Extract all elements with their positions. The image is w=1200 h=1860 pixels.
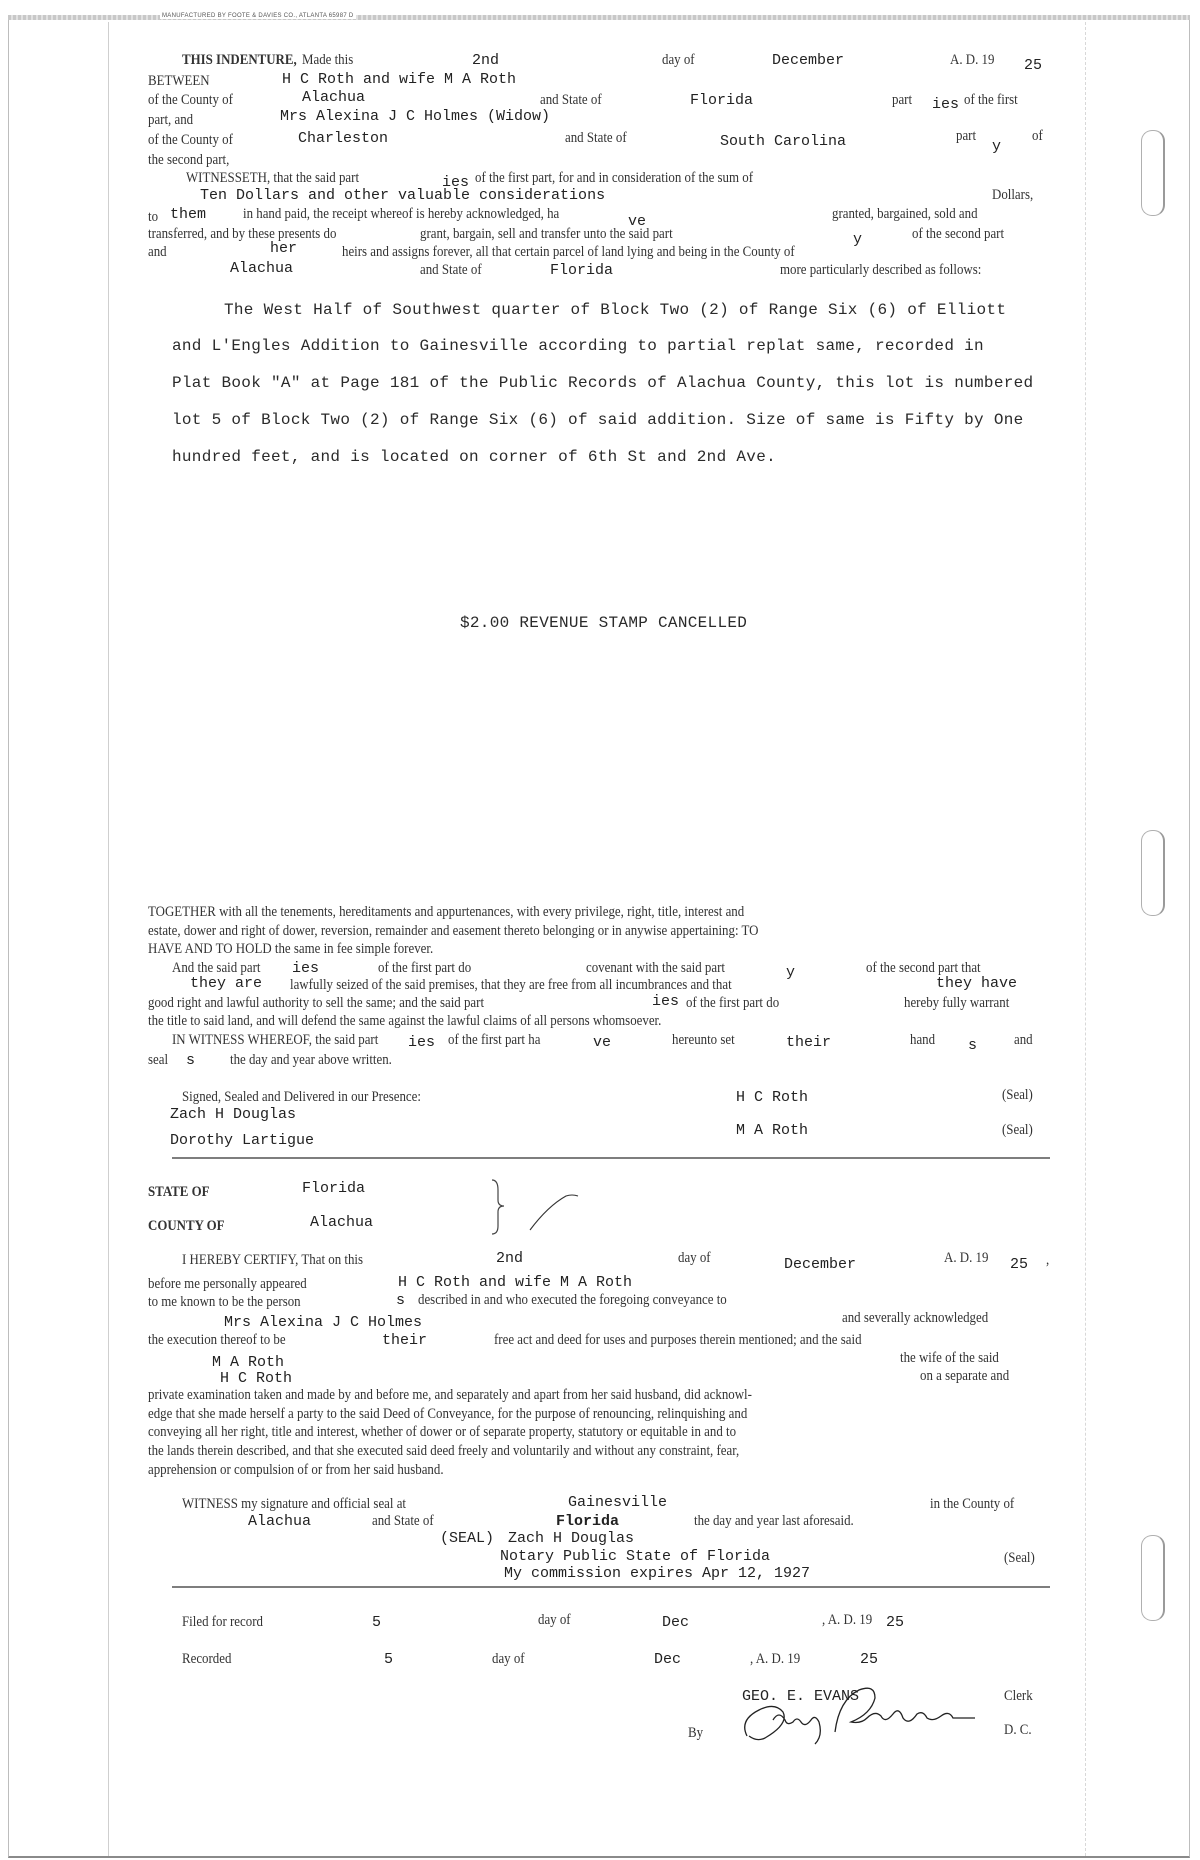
grantors-value: H C Roth and wife M A Roth <box>398 1274 633 1291</box>
grantee-value: Mrs Alexina J C Holmes (Widow) <box>280 108 551 125</box>
made-this-label: Made this <box>302 52 354 68</box>
county-label: of the County of <box>148 132 233 148</box>
of-the-first-label: of the first <box>964 92 1018 108</box>
covenant-text: of the second part that <box>866 960 981 976</box>
to-whom-value: them <box>170 206 207 223</box>
county-label: of the County of <box>148 92 233 108</box>
right-typed: they have <box>936 975 1018 992</box>
covenant-text: covenant with the said part <box>586 960 725 976</box>
part-suffix: ies <box>442 174 470 191</box>
filed-label: Filed for record <box>182 1614 263 1630</box>
notary-witness-text: and State of <box>372 1513 434 1529</box>
filed-month: Dec <box>662 1614 690 1631</box>
part-suffix: s <box>396 1292 406 1309</box>
state-value: South Carolina <box>720 133 847 150</box>
state-label: and State of <box>540 92 602 108</box>
notary-seal-mark: (SEAL) <box>440 1530 495 1547</box>
day-value: 2nd <box>472 52 500 69</box>
covenant-text: hereby fully warrant <box>904 995 1010 1011</box>
testimonium-text: hereunto set <box>672 1032 735 1048</box>
notary-title: Notary Public State of Florida <box>500 1548 771 1565</box>
county-of-label: COUNTY OF <box>148 1218 225 1234</box>
notary-witness-text: the day and year last aforesaid. <box>694 1513 854 1529</box>
dollars-label: Dollars, <box>992 187 1034 203</box>
part-and-label: part, and <box>148 112 194 128</box>
consideration-value: Ten Dollars and other valuable considerations <box>200 187 606 204</box>
county-value: Alachua <box>310 1214 374 1231</box>
certify-text: to me known to be the person <box>148 1294 301 1310</box>
signed-sealed-label: Signed, Sealed and Delivered in our Presence: <box>182 1089 421 1105</box>
certify-text: day of <box>678 1250 711 1266</box>
seal-label: (Seal) <box>1002 1087 1033 1103</box>
notary-witness-text: WITNESS my signature and official seal at <box>182 1496 407 1512</box>
covenant-text: of the first part do <box>686 995 780 1011</box>
witnesseth-text: WITNESSETH, that the said part <box>186 170 360 186</box>
recorded-year: 25 <box>860 1651 879 1668</box>
section-divider <box>172 1586 1050 1588</box>
covenant-text: lawfully seized of the said premises, that they are free from all incumbrances and that <box>290 977 732 993</box>
certify-text: and severally acknowledged <box>842 1310 989 1326</box>
witnesseth-text: in hand paid, the receipt whereof is hereby acknowledged, ha <box>243 206 560 222</box>
part-label: part <box>956 128 977 144</box>
certify-text: the wife of the said <box>900 1350 999 1366</box>
part-suffix: ies <box>292 960 320 977</box>
part-suffix: y <box>853 231 863 248</box>
habendum-text: HAVE AND TO HOLD the same in fee simple forever. <box>148 941 434 957</box>
testimonium-text: hand <box>910 1032 936 1048</box>
part-suffix: ies <box>408 1034 436 1051</box>
filed-day: 5 <box>372 1614 382 1631</box>
punch-hole-icon <box>1141 830 1165 916</box>
part-suffix: ies <box>932 96 960 113</box>
witnesseth-text: granted, bargained, sold and <box>832 206 978 222</box>
revenue-stamp-note: $2.00 REVENUE STAMP CANCELLED <box>460 614 748 632</box>
witnesseth-text: and <box>148 244 167 260</box>
grantee-value: Mrs Alexina J C Holmes <box>224 1314 423 1331</box>
certify-text: the lands therein described, and that she executed said deed freely and voluntarily and without any constraint, fear, <box>148 1443 740 1459</box>
punch-hole-icon <box>1141 130 1165 216</box>
certify-text: apprehension or compulsion of or from her said husband. <box>148 1462 444 1478</box>
witnesseth-text: grant, bargain, sell and transfer unto the said part <box>420 226 673 242</box>
habendum-text: estate, dower and right of dower, reversion, remainder and easement thereto belonging or in anywise appertaining: TO <box>148 923 759 939</box>
legal-description-line: lot 5 of Block Two (2) of Range Six (6) of said addition. Size of same is Fifty by One <box>172 411 1024 429</box>
state-of-label: STATE OF <box>148 1184 210 1200</box>
part-suffix: ies <box>652 993 680 1010</box>
second-part-label: the second part, <box>148 152 230 168</box>
legal-description-line: hundred feet, and is located on corner of 6th St and 2nd Ave. <box>172 448 776 466</box>
part-suffix: s <box>186 1052 196 1069</box>
husband-name: H C Roth <box>220 1370 293 1387</box>
covenant-text: good right and lawful authority to sell the same; and the said part <box>148 995 485 1011</box>
state-label: and State of <box>420 262 482 278</box>
certify-text: private examination taken and made by and before me, and separately and apart from her said husband, did acknowl- <box>148 1387 752 1403</box>
day-of-label: day of <box>662 52 695 68</box>
witness-name: Zach H Douglas <box>170 1106 297 1123</box>
certify-text: the execution thereof to be <box>148 1332 286 1348</box>
seal-label: (Seal) <box>1004 1550 1035 1566</box>
testimonium-text: and <box>1014 1032 1033 1048</box>
certify-text: A. D. 19 <box>944 1250 989 1266</box>
month-value: December <box>784 1256 857 1273</box>
certify-text: edge that she made herself a party to the said Deed of Conveyance, for the purpose of renouncing, relinquishing and <box>148 1406 748 1422</box>
of-label: of <box>1032 128 1043 144</box>
part-suffix: ve <box>593 1034 612 1051</box>
state-value: Florida <box>556 1513 620 1530</box>
wife-name: M A Roth <box>212 1354 285 1371</box>
certify-text: conveying all her right, title and interest, whether of dower or of separate property, statutory or equitable in and to <box>148 1424 737 1440</box>
state-value: Florida <box>302 1180 366 1197</box>
county-value: Alachua <box>248 1513 312 1530</box>
state-value: Florida <box>690 92 754 109</box>
witnesseth-text: of the second part <box>912 226 1005 242</box>
by-label: By <box>688 1725 704 1741</box>
left-margin-line <box>108 22 109 1856</box>
certify-text: described in and who executed the foregoing conveyance to <box>418 1292 727 1308</box>
witnesseth-text: more particularly described as follows: <box>780 262 982 278</box>
recorded-day: 5 <box>384 1651 394 1668</box>
year-value: 25 <box>1024 57 1043 74</box>
seized-typed: they are <box>190 975 263 992</box>
filed-day-of: day of <box>538 1612 571 1628</box>
legal-description-line: The West Half of Southwest quarter of Block Two (2) of Range Six (6) of Elliott <box>224 301 1007 319</box>
part-suffix: y <box>786 964 796 981</box>
recorded-label: Recorded <box>182 1651 232 1667</box>
seal-label: (Seal) <box>1002 1122 1033 1138</box>
certify-text: , <box>1046 1252 1050 1268</box>
right-margin-line <box>1085 22 1086 1856</box>
indenture-lead: THIS INDENTURE, <box>182 52 297 68</box>
their-typed: their <box>786 1034 832 1051</box>
testimonium-text: the day and year above written. <box>230 1052 392 1068</box>
notary-name: Zach H Douglas <box>508 1530 635 1547</box>
year-value: 25 <box>1010 1256 1029 1273</box>
witnesseth-text: transferred, and by these presents do <box>148 226 337 242</box>
certify-text: free act and deed for uses and purposes therein mentioned; and the said <box>494 1332 862 1348</box>
recorded-month: Dec <box>654 1651 682 1668</box>
heirs-of-value: her <box>270 240 298 257</box>
covenant-text: the title to said land, and will defend the same against the lawful claims of all persons whomsoever. <box>148 1013 662 1029</box>
certify-text: I HEREBY CERTIFY, That on this <box>182 1252 364 1268</box>
testimonium-text: IN WITNESS WHEREOF, the said part <box>172 1032 379 1048</box>
clerk-label: Clerk <box>1004 1688 1033 1704</box>
deputy-clerk-signature <box>735 1680 1005 1750</box>
recorded-day-of: day of <box>492 1651 525 1667</box>
manufacturer-imprint: MANUFACTURED BY FOOTE & DAVIES CO., ATLANTA 65987 D <box>162 13 354 19</box>
part-label: part <box>892 92 913 108</box>
testimonium-text: seal <box>148 1052 169 1068</box>
county-value: Alachua <box>230 260 294 277</box>
testimonium-text: of the first part ha <box>448 1032 541 1048</box>
witnesseth-text: heirs and assigns forever, all that certain parcel of land lying and being in the County of <box>342 244 795 260</box>
clerk-name: GEO. E. EVANS <box>742 1688 860 1705</box>
certify-text: before me personally appeared <box>148 1276 307 1292</box>
month-value: December <box>772 52 845 69</box>
commission-expiry: My commission expires Apr 12, 1927 <box>504 1565 811 1582</box>
covenant-text: of the first part do <box>378 960 472 976</box>
part-suffix: y <box>992 138 1002 155</box>
witnesseth-text: of the first part, for and in consideration of the sum of <box>475 170 753 186</box>
day-value: 2nd <box>496 1250 524 1267</box>
covenant-text: And the said part <box>172 960 261 976</box>
punch-hole-icon <box>1141 1535 1165 1621</box>
filed-ad: , A. D. 19 <box>822 1612 873 1628</box>
state-value: Florida <box>550 262 614 279</box>
grantor-signature: H C Roth <box>736 1089 809 1106</box>
between-label: BETWEEN <box>148 73 210 89</box>
ad-label: A. D. 19 <box>950 52 995 68</box>
legal-description-line: Plat Book "A" at Page 181 of the Public Records of Alachua County, this lot is numbered <box>172 374 1034 392</box>
witness-name: Dorothy Lartigue <box>170 1132 315 1149</box>
notary-witness-text: in the County of <box>930 1496 1015 1512</box>
part-suffix: s <box>968 1037 978 1054</box>
legal-description-line: and L'Engles Addition to Gainesville according to partial replat same, recorded in <box>172 337 984 355</box>
brace-check-mark <box>488 1178 598 1238</box>
witnesseth-text: to <box>148 209 159 225</box>
state-label: and State of <box>565 130 627 146</box>
city-value: Gainesville <box>568 1494 668 1511</box>
county-value: Charleston <box>298 130 389 147</box>
grantor-signature: M A Roth <box>736 1122 809 1139</box>
habendum-text: TOGETHER with all the tenements, hereditaments and appurtenances, with every privilege, right, title, interest and <box>148 904 745 920</box>
part-suffix: ve <box>628 213 647 230</box>
filed-year: 25 <box>886 1614 905 1631</box>
county-value: Alachua <box>302 89 366 106</box>
certify-text: on a separate and <box>920 1368 1010 1384</box>
grantors-value: H C Roth and wife M A Roth <box>282 71 517 88</box>
recorded-ad: , A. D. 19 <box>750 1651 801 1667</box>
section-divider <box>172 1157 1050 1159</box>
their-typed: their <box>382 1332 428 1349</box>
dc-label: D. C. <box>1004 1722 1032 1738</box>
